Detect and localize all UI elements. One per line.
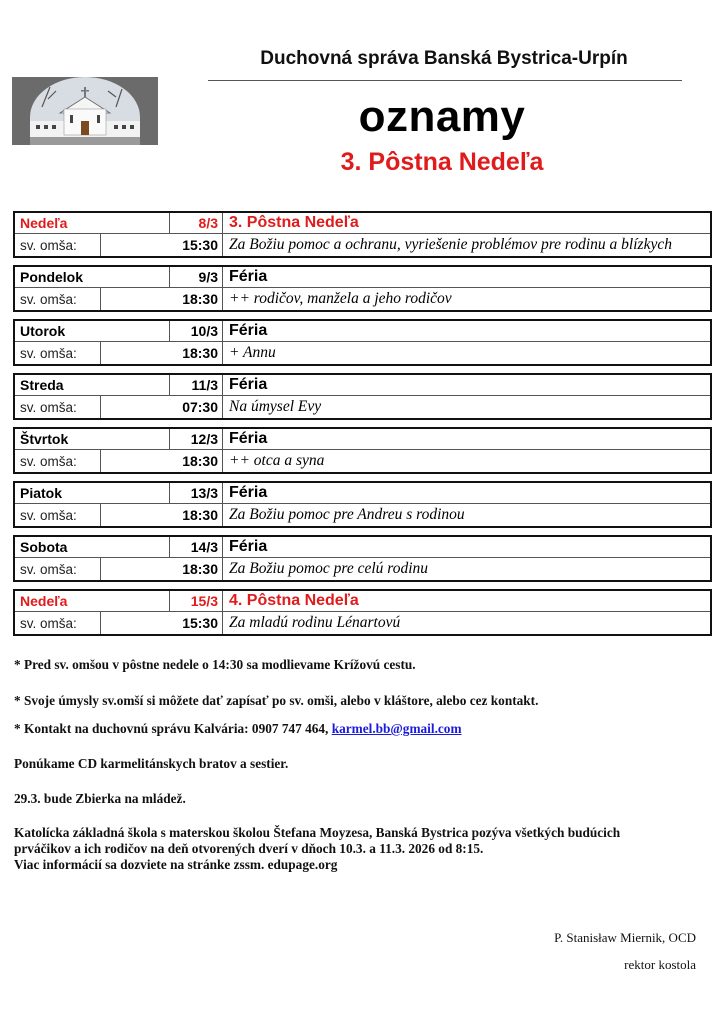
mass-row [15,504,710,526]
signature-name: P. Stanisław Miernik, OCD [554,930,696,945]
note-cd-offer: Ponúkame CD karmelitánskych bratov a sestier. [14,756,289,771]
day-block [13,589,712,636]
feast-name: Féria [222,267,710,287]
day-name: Štvrtok [20,431,69,447]
day-block [13,427,712,474]
church-photo-icon [12,77,158,145]
mass-intention: ++ otca a syna [222,450,710,472]
page-title: oznamy [358,92,526,141]
mass-label: sv. omša: [20,237,77,253]
empty-cell [100,504,169,526]
day-block [13,265,712,312]
day-block [13,373,712,420]
contact-email-link[interactable]: karmel.bb@gmail.com [331,721,462,736]
mass-row [15,558,710,580]
mass-label: sv. omša: [20,507,77,523]
feast-name: Féria [222,375,710,395]
day-date: 8/3 [169,213,222,233]
mass-time: 15:30 [182,615,218,631]
mass-label: sv. omša: [20,561,77,577]
empty-cell [100,558,169,580]
page-subtitle: 3. Pôstna Nedeľa [340,148,544,176]
note-contact [14,721,462,737]
note-school-open-day [14,825,620,873]
feast-name: 3. Pôstna Nedeľa [222,213,710,233]
day-date: 15/3 [169,591,222,611]
mass-row [15,450,710,472]
mass-label: sv. omša: [20,399,77,415]
feast-name: Féria [222,429,710,449]
day-name: Sobota [20,539,68,555]
mass-time: 15:30 [182,237,218,253]
day-header-row [15,267,710,288]
empty-cell [100,342,169,364]
day-header-row [15,213,710,234]
mass-label: sv. omša: [20,291,77,307]
day-header-row [15,591,710,612]
signature [554,930,696,973]
day-block [13,211,712,258]
parish-name: Duchovná správa Banská Bystrica-Urpín [260,48,628,69]
mass-intention: Za Božiu pomoc pre Andreu s rodinou [222,504,710,526]
empty-cell [100,288,169,310]
mass-intention: Za Božiu pomoc pre celú rodinu [222,558,710,580]
day-name: Piatok [20,485,63,501]
day-name: Pondelok [20,269,84,285]
mass-time: 18:30 [182,291,218,307]
day-block [13,535,712,582]
mass-label: sv. omša: [20,345,77,361]
school-line-1: Katolícka základná škola s materskou školou Štefana Moyzesa, Banská Bystrica pozýva všetkých budúcich [14,825,621,840]
empty-cell [100,396,169,418]
mass-time: 18:30 [182,561,218,577]
day-name: Utorok [20,323,66,339]
mass-intention: ++ rodičov, manžela a jeho rodičov [222,288,710,310]
day-name: Streda [20,377,64,393]
day-date: 11/3 [169,375,222,395]
mass-time: 07:30 [182,399,218,415]
day-header-row [15,321,710,342]
signature-role: rektor kostola [624,957,696,972]
feast-name: Féria [222,537,710,557]
note-collection: 29.3. bude Zbierka na mládež. [14,791,186,806]
mass-time: 18:30 [182,345,218,361]
mass-label: sv. omša: [20,453,77,469]
school-line-3: Viac informácií sa dozviete na stránke zssm. edupage.org [14,857,338,872]
mass-label: sv. omša: [20,615,77,631]
feast-name: 4. Pôstna Nedeľa [222,591,710,611]
contact-text: * Kontakt na duchovnú správu Kalvária: 0907 747 464, [14,721,332,736]
empty-cell [100,234,169,256]
mass-row [15,396,710,418]
mass-intention: Za Božiu pomoc a ochranu, vyriešenie problémov pre rodinu a blízkych [222,234,710,256]
header-divider [208,80,682,81]
mass-time: 18:30 [182,453,218,469]
day-date: 9/3 [169,267,222,287]
mass-row [15,288,710,310]
day-name: Nedeľa [20,593,68,609]
mass-row [15,342,710,364]
day-date: 12/3 [169,429,222,449]
day-date: 10/3 [169,321,222,341]
school-line-2: prváčikov a ich rodičov na deň otvorených dverí v dňoch 10.3. a 11.3. 2026 od 8:15. [14,841,484,856]
day-block [13,481,712,528]
note-stations-of-cross: * Pred sv. omšou v pôstne nedele o 14:30 sa modlievame Krížovú cestu. [14,657,416,672]
day-header-row [15,537,710,558]
empty-cell [100,450,169,472]
day-date: 13/3 [169,483,222,503]
empty-cell [100,612,169,634]
mass-intention: + Annu [222,342,710,364]
church-photo [12,77,158,145]
mass-row [15,612,710,634]
feast-name: Féria [222,321,710,341]
note-mass-intentions: * Svoje úmysly sv.omší si môžete dať zapísať po sv. omši, alebo v kláštore, alebo cez kontakt. [14,693,539,708]
day-date: 14/3 [169,537,222,557]
mass-intention: Za mladú rodinu Lénartovú [222,612,710,634]
day-name: Nedeľa [20,215,68,231]
day-header-row [15,483,710,504]
day-header-row [15,429,710,450]
mass-intention: Na úmysel Evy [222,396,710,418]
mass-schedule [13,211,712,643]
day-block [13,319,712,366]
mass-row [15,234,710,256]
feast-name: Féria [222,483,710,503]
mass-time: 18:30 [182,507,218,523]
day-header-row [15,375,710,396]
